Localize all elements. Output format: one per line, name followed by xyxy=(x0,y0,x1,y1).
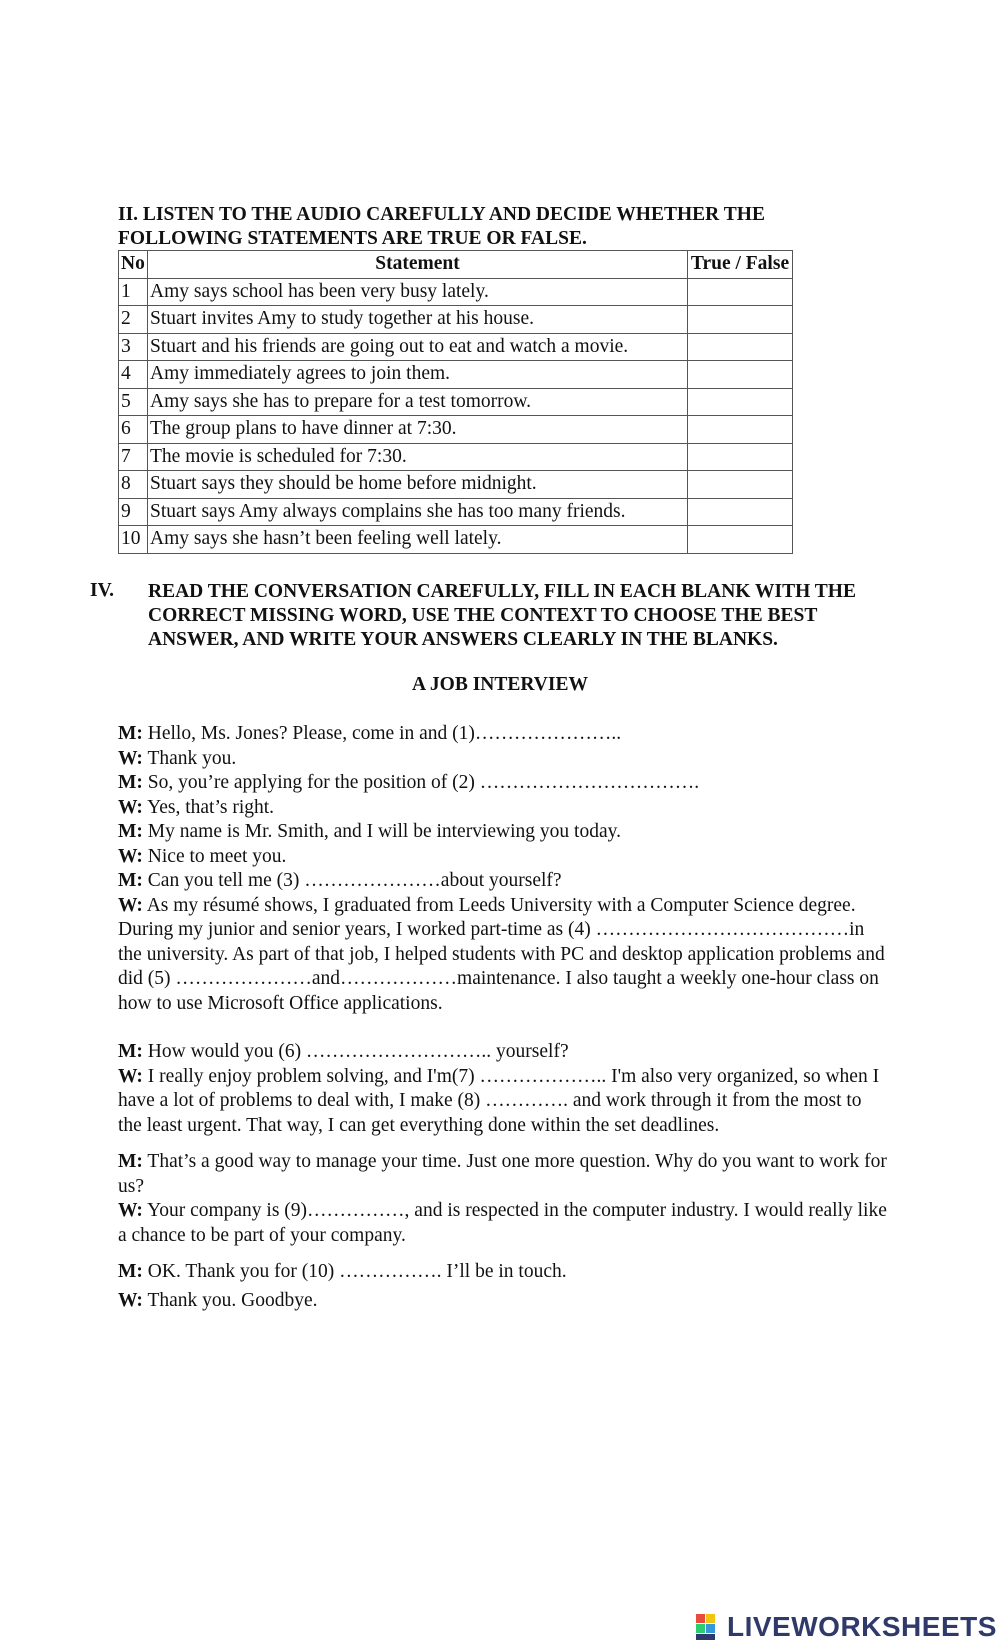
speaker-label: W: xyxy=(118,1065,143,1087)
dialogue-line xyxy=(118,1150,888,1199)
dialogue-line xyxy=(118,845,888,870)
conversation-title: A JOB INTERVIEW xyxy=(412,674,588,695)
table-row xyxy=(119,388,793,416)
row-statement: Amy says school has been very busy lately. xyxy=(148,278,688,306)
dialogue-text: So, you’re applying for the position of (2) ……………………………. xyxy=(142,772,700,793)
speaker-label: M: xyxy=(118,772,143,793)
true-false-answer-cell[interactable] xyxy=(688,416,793,444)
section-2-heading xyxy=(118,203,818,251)
true-false-answer-cell[interactable] xyxy=(688,498,793,526)
speaker-label: M: xyxy=(118,870,143,891)
table-row xyxy=(119,471,793,499)
speaker-label: M: xyxy=(118,1041,143,1062)
dialogue-text: Your company is (9)……………, and is respected in the computer industry. I would really like a chance to be part of your company. xyxy=(118,1200,887,1246)
header-true-false: True / False xyxy=(688,251,793,279)
table-row xyxy=(119,306,793,334)
dialogue-text: How would you (6) ……………………….. yourself? xyxy=(142,1041,569,1062)
true-false-answer-cell[interactable] xyxy=(688,333,793,361)
section-4-number: IV. xyxy=(90,580,115,601)
row-statement: The group plans to have dinner at 7:30. xyxy=(148,416,688,444)
section-2-heading-line-2: FOLLOWING STATEMENTS ARE TRUE OR FALSE. xyxy=(118,228,587,249)
dialogue-text: My name is Mr. Smith, and I will be interviewing you today. xyxy=(142,821,621,842)
speaker-label: W: xyxy=(118,1289,143,1311)
dialogue-line xyxy=(118,771,888,796)
row-statement: Amy immediately agrees to join them. xyxy=(148,361,688,389)
header-statement: Statement xyxy=(148,251,688,279)
speaker-label: M: xyxy=(118,723,143,744)
row-statement: Stuart says they should be home before midnight. xyxy=(148,471,688,499)
row-statement: Amy says she hasn’t been feeling well lately. xyxy=(148,526,688,554)
row-number: 9 xyxy=(119,498,148,526)
speaker-label: W: xyxy=(118,796,143,818)
dialogue-line xyxy=(118,1260,888,1285)
liveworksheets-logo xyxy=(695,1612,997,1642)
dialogue-line xyxy=(118,1040,888,1065)
dialogue-text: OK. Thank you for (10) ……………. I’ll be in touch. xyxy=(142,1261,567,1282)
speaker-label: W: xyxy=(118,1200,143,1221)
table-body xyxy=(119,278,793,553)
true-false-answer-cell[interactable] xyxy=(688,526,793,554)
dialogue-line xyxy=(118,1199,888,1248)
table-row xyxy=(119,443,793,471)
table-row xyxy=(119,416,793,444)
section-4-line-3: ANSWER, AND WRITE YOUR ANSWERS CLEARLY IN THE BLANKS. xyxy=(148,629,778,650)
row-statement: Stuart and his friends are going out to eat and watch a movie. xyxy=(148,333,688,361)
conversation xyxy=(118,722,888,1313)
liveworksheets-logo-icon xyxy=(695,1612,725,1642)
row-statement: Stuart invites Amy to study together at his house. xyxy=(148,306,688,334)
dialogue-text: Yes, that’s right. xyxy=(142,796,275,818)
row-number: 1 xyxy=(119,278,148,306)
dialogue-text: That’s a good way to manage your time. Just one more question. Why do you want to work for us? xyxy=(118,1151,887,1197)
true-false-answer-cell[interactable] xyxy=(688,388,793,416)
dialogue-text: I really enjoy problem solving, and I'm(7) ……………….. I'm also very organized, so when I have a lot of problems to deal with, I make (8) …………. and work through it from the most to the least urgent. That way, I can get everything done within the set deadlines. xyxy=(118,1065,880,1136)
speaker-label: W: xyxy=(118,747,143,769)
speaker-label: M: xyxy=(118,821,143,842)
true-false-answer-cell[interactable] xyxy=(688,306,793,334)
table-row xyxy=(119,361,793,389)
row-number: 4 xyxy=(119,361,148,389)
row-statement: Amy says she has to prepare for a test tomorrow. xyxy=(148,388,688,416)
speaker-label: W: xyxy=(118,894,143,916)
dialogue-text: Can you tell me (3) …………………about yourself? xyxy=(142,870,562,891)
header-no: No xyxy=(119,251,148,279)
dialogue-line xyxy=(118,747,888,772)
section-4-line-1: READ THE CONVERSATION CAREFULLY, FILL IN EACH BLANK WITH THE xyxy=(148,581,856,602)
dialogue-text: Hello, Ms. Jones? Please, come in and (1)………………….. xyxy=(142,723,622,744)
dialogue-text: Thank you. xyxy=(142,747,237,769)
dialogue-line xyxy=(118,894,888,1017)
true-false-answer-cell[interactable] xyxy=(688,361,793,389)
dialogue-line xyxy=(118,796,888,821)
dialogue-text: As my résumé shows, I graduated from Leeds University with a Computer Science degree. During my junior and senior years, I worked part-time as (4) …………………………………in the university. As part of that job, I helped students with PC and desktop application problems and did (5) …………………and………………maintenance. I also taught a weekly one-hour class on how to use Microsoft Office applications. xyxy=(118,894,885,1014)
section-4-line-2: CORRECT MISSING WORD, USE THE CONTEXT TO CHOOSE THE BEST xyxy=(148,605,818,626)
brand-text: LIVEWORKSHEETS xyxy=(727,1611,997,1642)
row-number: 6 xyxy=(119,416,148,444)
table-row xyxy=(119,498,793,526)
dialogue-line xyxy=(118,1289,888,1314)
table-row xyxy=(119,526,793,554)
row-number: 8 xyxy=(119,471,148,499)
table-row xyxy=(119,333,793,361)
speaker-label: M: xyxy=(118,1261,143,1282)
row-number: 2 xyxy=(119,306,148,334)
row-number: 7 xyxy=(119,443,148,471)
row-statement: The movie is scheduled for 7:30. xyxy=(148,443,688,471)
speaker-label: M: xyxy=(118,1151,143,1172)
true-false-answer-cell[interactable] xyxy=(688,471,793,499)
dialogue-line xyxy=(118,869,888,894)
row-number: 10 xyxy=(119,526,148,554)
dialogue-line xyxy=(118,722,888,747)
dialogue-line xyxy=(118,820,888,845)
speaker-label: W: xyxy=(118,845,143,867)
table-row xyxy=(119,278,793,306)
true-false-table xyxy=(118,250,793,554)
row-number: 3 xyxy=(119,333,148,361)
row-number: 5 xyxy=(119,388,148,416)
true-false-answer-cell[interactable] xyxy=(688,443,793,471)
table-header-row xyxy=(119,251,793,279)
dialogue-line xyxy=(118,1065,888,1139)
row-statement: Stuart says Amy always complains she has too many friends. xyxy=(148,498,688,526)
true-false-answer-cell[interactable] xyxy=(688,278,793,306)
dialogue-text: Thank you. Goodbye. xyxy=(142,1289,318,1311)
section-2-heading-line-1: II. LISTEN TO THE AUDIO CAREFULLY AND DECIDE WHETHER THE xyxy=(118,204,765,225)
dialogue-text: Nice to meet you. xyxy=(142,845,287,867)
section-4-instructions xyxy=(148,580,888,652)
